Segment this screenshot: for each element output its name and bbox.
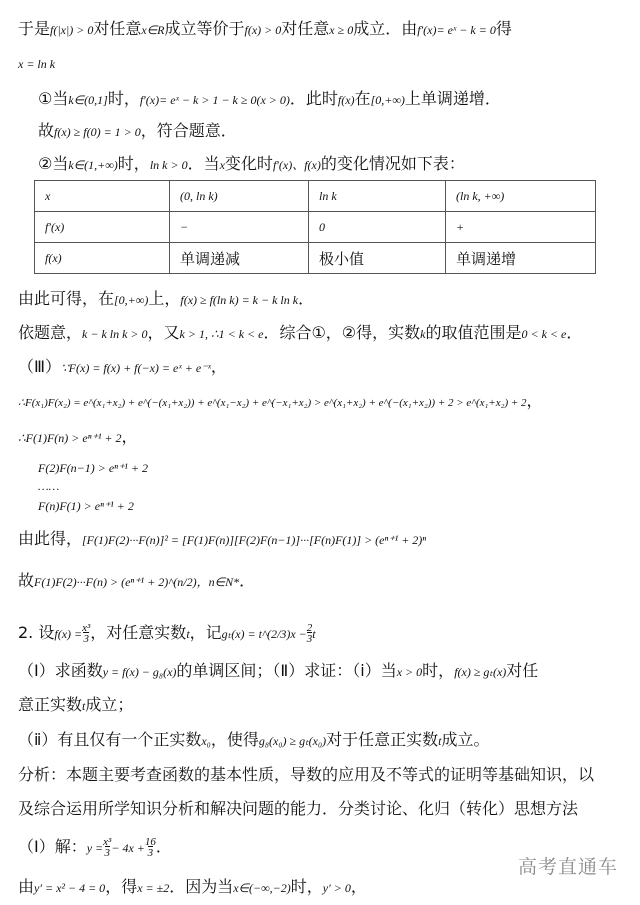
table-cell: x (35, 181, 170, 212)
table-row (35, 181, 596, 212)
line-12: …… (38, 479, 60, 493)
line-10: ∴F(1)F(n) > eⁿ⁺¹ + 2， (18, 427, 138, 446)
watermark: 高考直通车 (517, 856, 618, 878)
table-cell: + (446, 212, 596, 243)
line-22: （I）解：$y =\frac{\text{x³}}{3}- 4x +\frac{16}{3}$． (18, 835, 172, 859)
table-cell: 极小值 (309, 243, 446, 274)
table-cell: ln k (309, 181, 446, 212)
line-17: （Ⅰ）求函数y = f(x) − g₈(x)的单调区间；（Ⅱ）求证：（ⅰ）当x > 0时，f(x) ≥ gₜ(x)对任 (18, 661, 539, 680)
line-18: 意正实数t成立； (18, 695, 134, 714)
fraction: $\frac{\text{x³}}{3}$ (103, 835, 112, 859)
table-cell: f(x) (35, 243, 170, 274)
line-23: 由y′ = x² − 4 = 0，得x = ±2．因为当x∈(−∞,−2)时，y′ > 0， (18, 877, 367, 896)
line-7: 依题意，k − k ln k > 0，又k > 1, ∴1 < k < e．综合①，②得，实数k的取值范围是0 < k < e． (18, 323, 583, 342)
table-cell: 单调递减 (170, 243, 309, 274)
line-15: 故F(1)F(2)···F(n) > (eⁿ⁺¹ + 2)^(n/2)，n∈N*． (18, 571, 256, 590)
table-row (35, 212, 596, 243)
table-cell: (ln k, +∞) (446, 181, 596, 212)
fraction: $\frac{\text{x³}}{3}$ (82, 621, 91, 645)
line-19: （ⅱ）有且仅有一个正实数x₀，使得g₈(x₀) ≥ gₜ(x₀)对于任意正实数t成立。 (18, 730, 490, 749)
table-cell: f′(x) (35, 212, 170, 243)
line-9: ∴F(x₁)F(x₂) = e^(x₁+x₂) + e^(−(x₁+x₂)) + e^(x₁−x₂) + e^(−x₁+x₂) > e^(x₁+x₂) + e^(−(x₁+x₂)) + 2 > e^(x₁+x₂) + 2， (18, 391, 543, 410)
line-2: x = ln k (18, 57, 56, 71)
line-11: F(2)F(n−1) > eⁿ⁺¹ + 2 (38, 461, 148, 475)
line-8: （Ⅲ）∵F(x) = f(x) + f(−x) = eˣ + e⁻ˣ， (18, 357, 227, 376)
line-13: F(n)F(1) > eⁿ⁺¹ + 2 (38, 499, 134, 513)
line-3: ①当k∈(0,1]时，f′(x)= eˣ − k > 1 − k ≥ 0(x > 0)．此时f(x)在[0,+∞)上单调递增． (38, 89, 501, 108)
line-16: 2. 设$f(x) =\frac{\text{x³}}{3}$，对任意实数t，记gₜ(x) = t^(2/3)x $-\frac{2}{3}t$ (18, 621, 316, 645)
line-5: ②当k∈(1,+∞)时，ln k > 0．当x变化时f′(x)、f(x)的变化情况如下表： (38, 154, 465, 173)
table-row (35, 243, 596, 274)
line-21: 及综合运用所学知识分析和解决问题的能力．分类讨论、化归（转化）思想方法 (18, 799, 579, 818)
table-cell: 0 (309, 212, 446, 243)
line-14: 由此得，[F(1)F(2)···F(n)]² = [F(1)F(n)][F(2)F(n−1)]···[F(n)F(1)] > (eⁿ⁺¹ + 2)ⁿ (18, 529, 427, 548)
line-6: 由此可得，在[0,+∞)上，f(x) ≥ f(ln k) = k − k ln k． (18, 289, 315, 308)
table-cell: (0, ln k) (170, 181, 309, 212)
fraction: $\frac{16}{3}$ (144, 835, 156, 859)
line-4: 故f(x) ≥ f(0) = 1 > 0，符合题意． (38, 121, 237, 140)
line-1: 于是f(|x|) > 0对任意x∈R成立等价于f(x) > 0对任意x ≥ 0成立．由f′(x)= eˣ − k = 0得 (18, 19, 512, 38)
line-20: 分析：本题主要考查函数的基本性质，导数的应用及不等式的证明等基础知识，以 (18, 765, 595, 784)
table-cell: 单调递增 (446, 243, 596, 274)
fraction: $\frac{2}{3}$ (306, 621, 313, 645)
table-cell: − (170, 212, 309, 243)
variation-table (34, 180, 596, 274)
